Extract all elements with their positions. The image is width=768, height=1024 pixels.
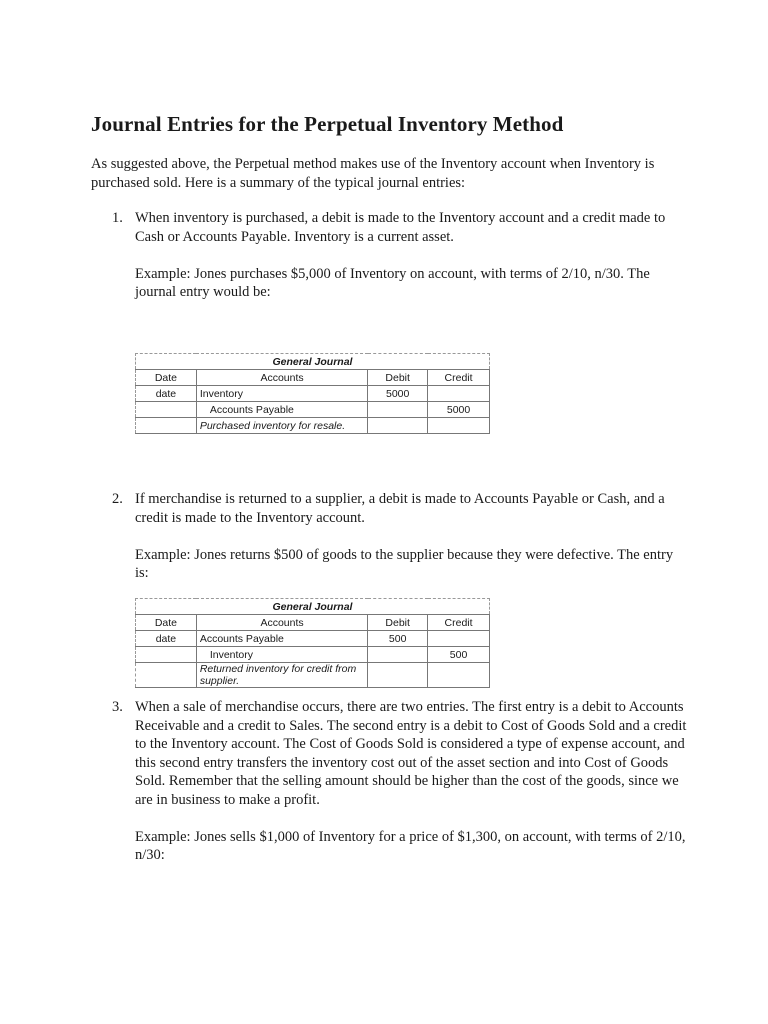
journal-title: General Journal bbox=[136, 599, 490, 615]
table-row bbox=[136, 402, 490, 418]
table-row bbox=[136, 663, 490, 688]
cell-account: Inventory bbox=[196, 647, 367, 663]
intro-paragraph: As suggested above, the Perpetual method makes use of the Inventory account when Inventory is purchased sold. Here is a summary of the typical journal entries: bbox=[91, 156, 655, 191]
cell-credit: 5000 bbox=[428, 402, 490, 418]
header-debit: Debit bbox=[368, 615, 428, 631]
journal-title: General Journal bbox=[136, 354, 490, 370]
example-text: Example: Jones returns $500 of goods to the supplier because they were defective. The entry is: bbox=[135, 546, 674, 581]
page-title: Journal Entries for the Perpetual Inventory Method bbox=[91, 112, 564, 136]
cell-memo: Purchased inventory for resale. bbox=[196, 418, 367, 434]
header-date: Date bbox=[136, 615, 197, 631]
list-item-text: When a sale of merchandise occurs, there are two entries. The first entry is a debit to Accounts Receivable and a credit to Sales. The second entry is a debit to Cost of Goods Sold and a credit to the Inventory account. The Cost of Goods Sold is considered a type of expense account, and this second entry transfers the inventory cost out of the asset section and into Cost of Goods Sold. Remember that the selling amount should be higher than the cost of the goods, since we are in business to make a profit. bbox=[135, 699, 687, 808]
cell-credit bbox=[428, 386, 490, 402]
header-credit: Credit bbox=[428, 370, 490, 386]
header-date: Date bbox=[136, 370, 197, 386]
header-accounts: Accounts bbox=[196, 370, 367, 386]
cell-empty bbox=[136, 418, 197, 434]
cell-date bbox=[136, 647, 197, 663]
cell-account: Accounts Payable bbox=[196, 631, 367, 647]
cell-empty bbox=[368, 663, 428, 688]
cell-empty bbox=[368, 418, 428, 434]
cell-account: Inventory bbox=[196, 386, 367, 402]
cell-date: date bbox=[136, 631, 197, 647]
cell-empty bbox=[136, 663, 197, 688]
general-journal-table-1 bbox=[135, 353, 490, 434]
example-text: Example: Jones sells $1,000 of Inventory for a price of $1,300, on account, with terms of 2/10, n/30: bbox=[135, 828, 686, 863]
header-accounts: Accounts bbox=[196, 615, 367, 631]
cell-empty bbox=[428, 663, 490, 688]
table-row bbox=[136, 386, 490, 402]
cell-empty bbox=[428, 418, 490, 434]
example-text: Example: Jones purchases $5,000 of Inventory on account, with terms of 2/10, n/30. The journal entry would be: bbox=[135, 265, 650, 300]
cell-memo: Returned inventory for credit from supplier. bbox=[196, 663, 367, 688]
cell-date: date bbox=[136, 386, 197, 402]
table-row bbox=[136, 418, 490, 434]
cell-debit bbox=[368, 647, 428, 663]
table-row bbox=[136, 631, 490, 647]
header-credit: Credit bbox=[428, 615, 490, 631]
list-item-text: When inventory is purchased, a debit is made to the Inventory account and a credit made to Cash or Accounts Payable. Inventory is a current asset. bbox=[135, 210, 666, 245]
cell-debit: 500 bbox=[368, 631, 428, 647]
general-journal-table-2 bbox=[135, 598, 490, 688]
table-row bbox=[136, 647, 490, 663]
cell-date bbox=[136, 402, 197, 418]
cell-debit bbox=[368, 402, 428, 418]
cell-credit bbox=[428, 631, 490, 647]
cell-account: Accounts Payable bbox=[196, 402, 367, 418]
list-number: 1. bbox=[112, 210, 123, 226]
list-number: 2. bbox=[112, 491, 123, 507]
cell-debit: 5000 bbox=[368, 386, 428, 402]
list-number: 3. bbox=[112, 699, 123, 715]
list-item-text: If merchandise is returned to a supplier, a debit is made to Accounts Payable or Cash, and a credit is made to the Inventory account. bbox=[135, 491, 665, 526]
cell-credit: 500 bbox=[428, 647, 490, 663]
header-debit: Debit bbox=[368, 370, 428, 386]
